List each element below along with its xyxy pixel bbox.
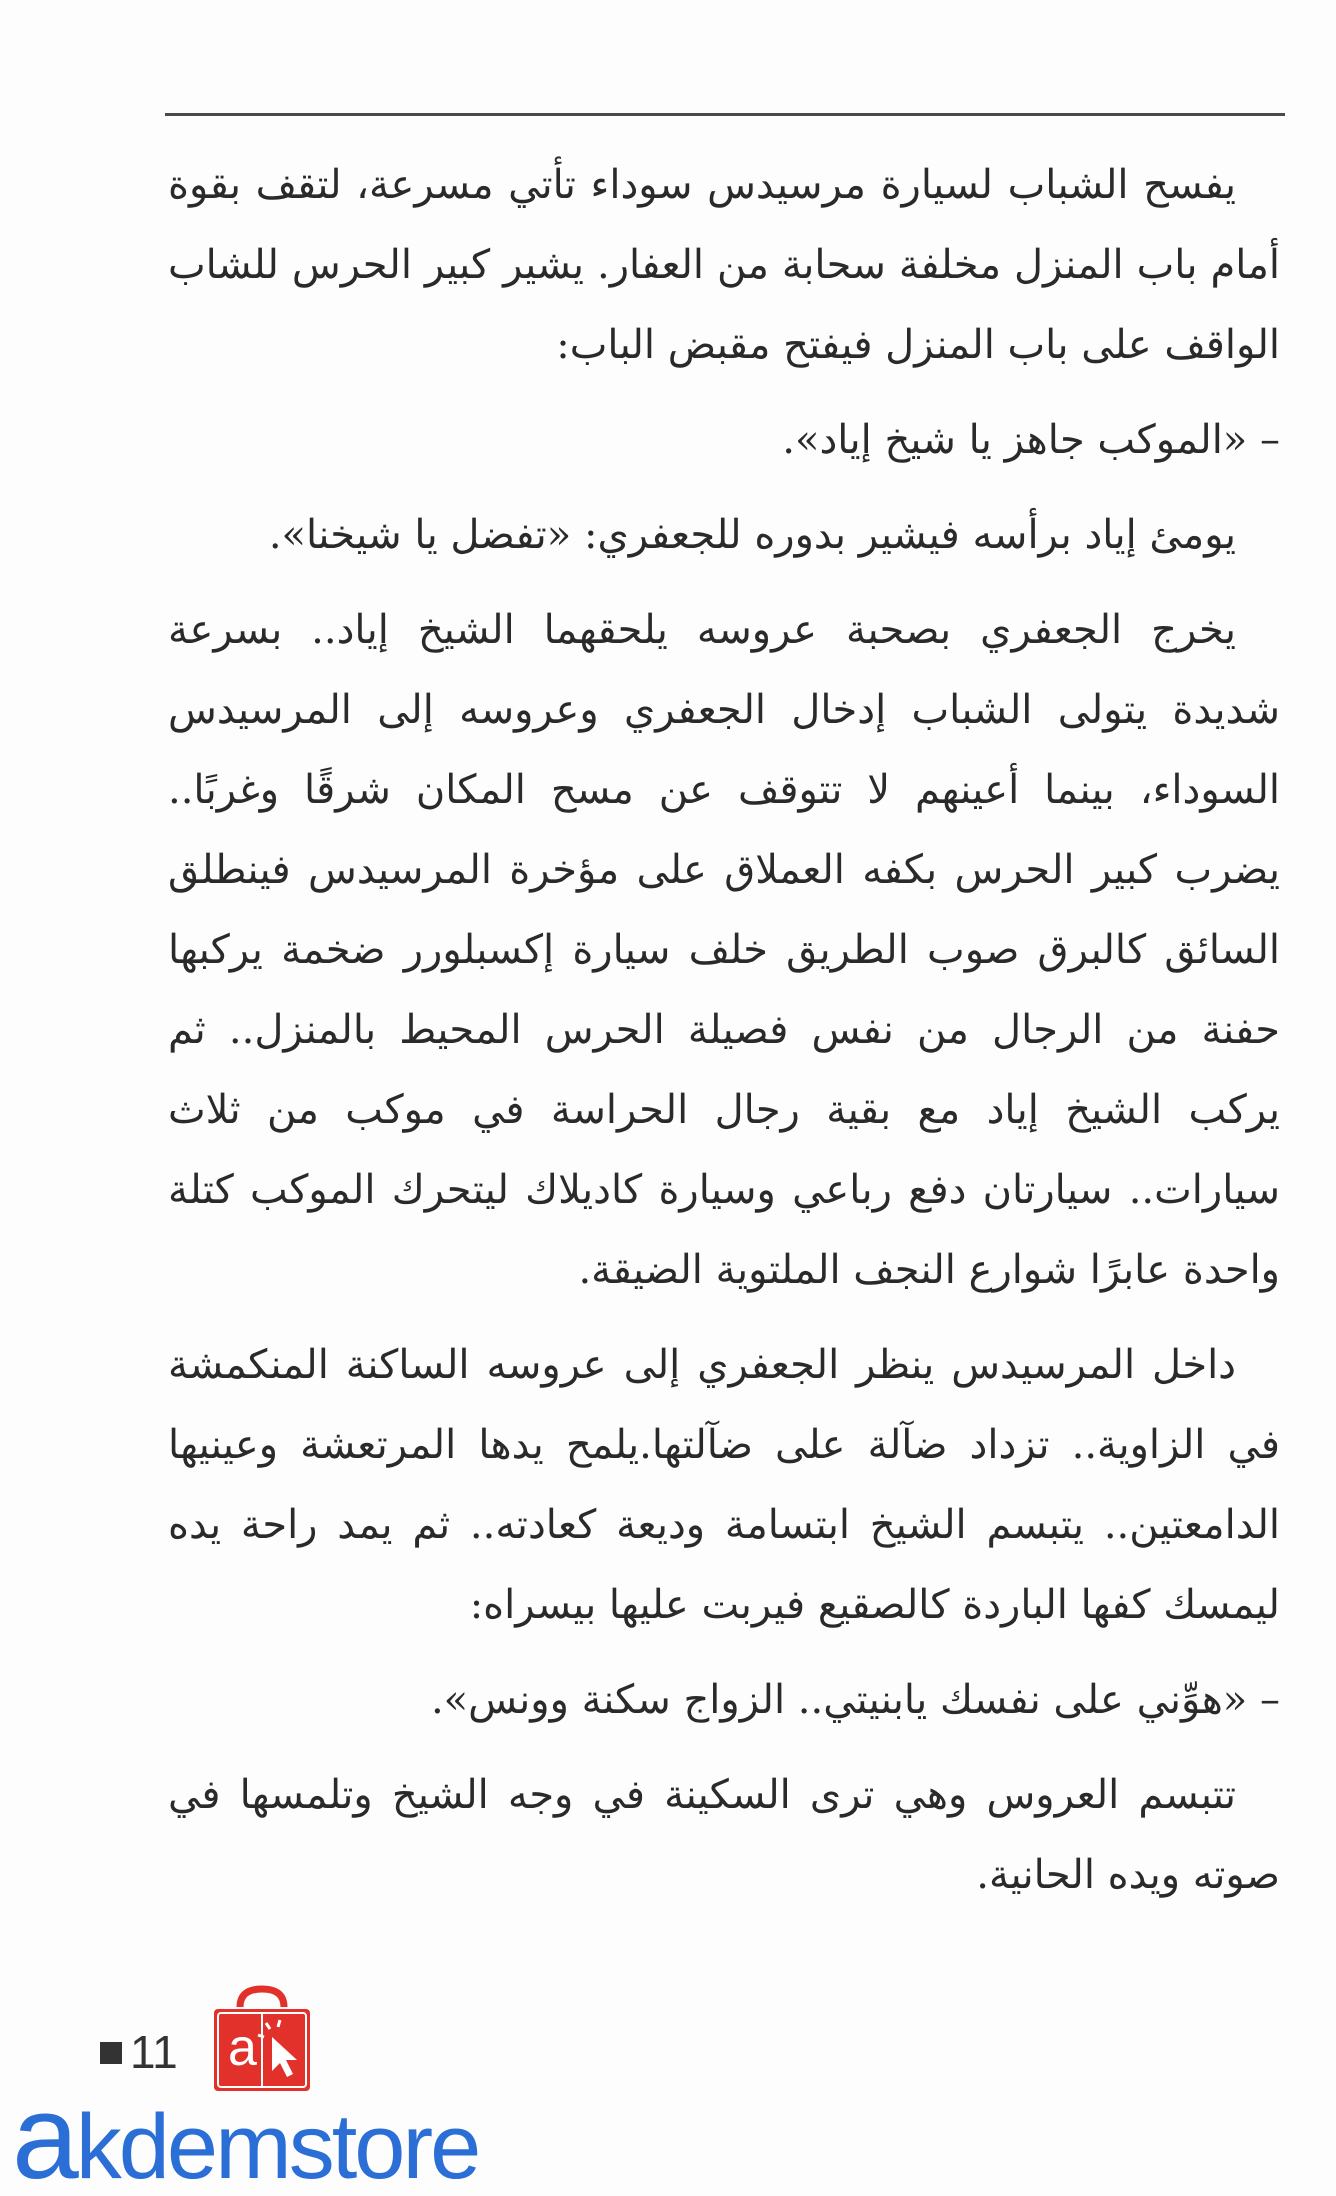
page-number-marker (100, 2042, 122, 2064)
page-number: 11 (130, 2026, 178, 2078)
paragraph-5: داخل المرسيدس ينظر الجعفري إلى عروسه الساكنة المنكمشة في الزاوية.. تزداد ضآلة على ضآلتها.يلمح يدها المرتعشة وعينيها الدامعتين.. يتبسم الشيخ ابتسامة وديعة كعادته.. ثم يمد راحة يده ليمسك كفها الباردة كالصقيع فيربت عليها بيسراه: (168, 1342, 1280, 1628)
paragraph-1: يفسح الشباب لسيارة مرسيدس سوداء تأتي مسرعة، لتقف بقوة أمام باب المنزل مخلفة سحابة من العفار. يشير كبير الحرس للشاب الواقف على باب المنزل فيفتح مقبض الباب: (168, 162, 1280, 368)
paragraph-4: يخرج الجعفري بصحبة عروسه يلحقهما الشيخ إياد.. بسرعة شديدة يتولى الشباب إدخال الجعفري وعروسه إلى المرسيدس السوداء، بينما أعينهم لا تتوقف عن مسح المكان شرقًا وغربًا.. يضرب كبير الحرس بكفه العملاق على مؤخرة المرسيدس فينطلق السائق كالبرق صوب الطريق خلف سيارة إكسبلورر ضخمة يركبها حفنة من الرجال من نفس فصيلة الحرس المحيط بالمنزل.. ثم يركب الشيخ إياد مع بقية رجال الحراسة في موكب من ثلاث سيارات.. سيارتان دفع رباعي وسيارة كاديلاك ليتحرك الموكب كتلة واحدة عابرًا شوارع النجف الملتوية الضيقة. (168, 607, 1280, 1293)
body-text (168, 145, 1280, 1930)
paragraph-3: يومئ إياد برأسه فيشير بدوره للجعفري: «تفضل يا شيخنا». (268, 512, 1236, 558)
store-logo-icon[interactable] (210, 1985, 314, 2095)
paragraph-7: تتبسم العروس وهي ترى السكينة في وجه الشيخ وتلمسها في صوته ويده الحانية. (168, 1772, 1280, 1898)
top-rule (165, 113, 1285, 116)
paragraph-2: – «الموكب جاهز يا شيخ إياد». (782, 417, 1280, 463)
wordmark-a: a (12, 2070, 76, 2196)
svg-text:a: a (228, 2019, 257, 2077)
store-wordmark[interactable] (12, 2070, 479, 2196)
paragraph-6: – «هوِّني على نفسك يابنيتي.. الزواج سكنة وونس». (430, 1677, 1280, 1723)
wordmark-rest: kdemstore (75, 2096, 479, 2196)
